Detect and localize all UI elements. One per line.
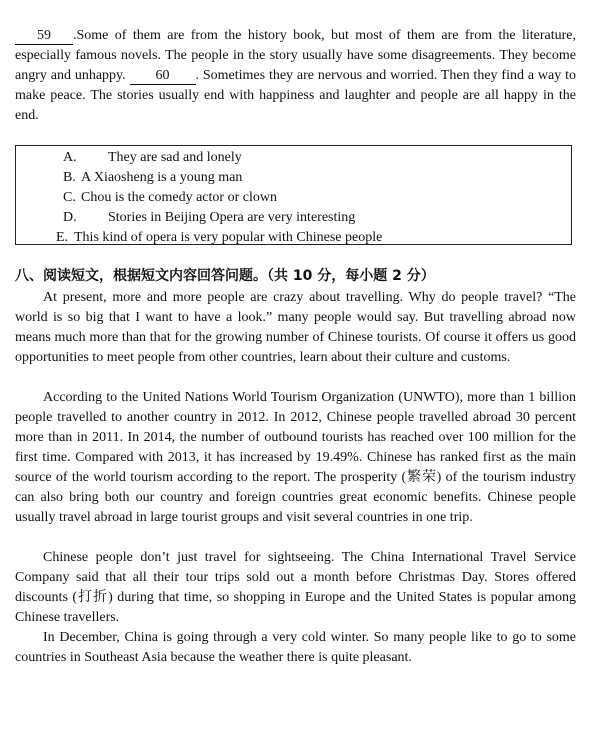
option-a-text: They are sad and lonely — [108, 150, 242, 165]
cloze-paragraph — [15, 26, 576, 126]
option-b-letter: B. — [63, 170, 76, 185]
option-a-letter: A. — [63, 150, 77, 165]
option-d — [63, 208, 355, 228]
option-c — [63, 188, 277, 208]
option-e-letter: E. — [56, 230, 69, 245]
option-c-text: Chou is the comedy actor or clown — [81, 190, 277, 205]
passage-paragraph-2: According to the United Nations World Tourism Organization (UNWTO), more than 1 billion people travelled to another country in 2012. In 2012, Chinese people travelled abroad 30 percent more than in 2011. In 2014, the number of outbound tourists has reached over 100 million for the first time. Compared with 2013, it has increased by 19.49%. Chinese has ranked first as the main source of the world tourism according to the report. The prosperity (繁荣) of the tourism industry can also bring both our country and foreign countries great economic benefits. Chinese people usually travel abroad in large tourist groups and visit several countries in one trip. — [15, 390, 576, 525]
cloze-text-a: .Some of them are from the history book, but most of them are from the literature, especially famous novels. The people in the story usually have some disagreements. They become angry and unhappy. — [15, 28, 576, 83]
blank-60[interactable]: 60 — [130, 68, 196, 85]
option-d-letter: D. — [63, 210, 77, 225]
cloze-text-b: . Sometimes they are nervous and worried. Then they find a way to make peace. The stories usually end with happiness and laughter and people are all happy in the end. — [15, 68, 576, 123]
blank-59[interactable]: 59 — [15, 28, 73, 45]
option-d-text: Stories in Beijing Opera are very interesting — [108, 210, 356, 225]
passage-paragraph-4: In December, China is going through a very cold winter. So many people like to go to some countries in Southeast Asia because the weather there is quite pleasant. — [15, 630, 576, 665]
option-c-letter: C. — [63, 190, 76, 205]
option-e-text: This kind of opera is very popular with Chinese people — [74, 230, 383, 245]
option-e — [56, 228, 382, 248]
option-b — [63, 168, 242, 188]
section-heading: 八、阅读短文，根据短文内容回答问题。（共 10 分，每小题 2 分） — [15, 268, 435, 284]
option-b-text: A Xiaosheng is a young man — [81, 170, 243, 185]
passage-paragraph-3: Chinese people don’t just travel for sightseeing. The China International Travel Service Company said that all their tour trips sold out a month before Christmas Day. Stores offered discounts (打折) during that time, so shopping in Europe and the United States is popular among Chinese travellers. — [15, 550, 576, 625]
passage-paragraph-1: At present, more and more people are crazy about travelling. Why do people travel? “The world is so big that I want to have a look.” many people would say. But travelling abroad now means much more than that for the growing number of Chinese tourists. Of course it offers us good opportunities to meet people from other countries, learn about their culture and customs. — [15, 290, 576, 365]
option-a — [63, 148, 242, 168]
options-box — [15, 145, 572, 245]
